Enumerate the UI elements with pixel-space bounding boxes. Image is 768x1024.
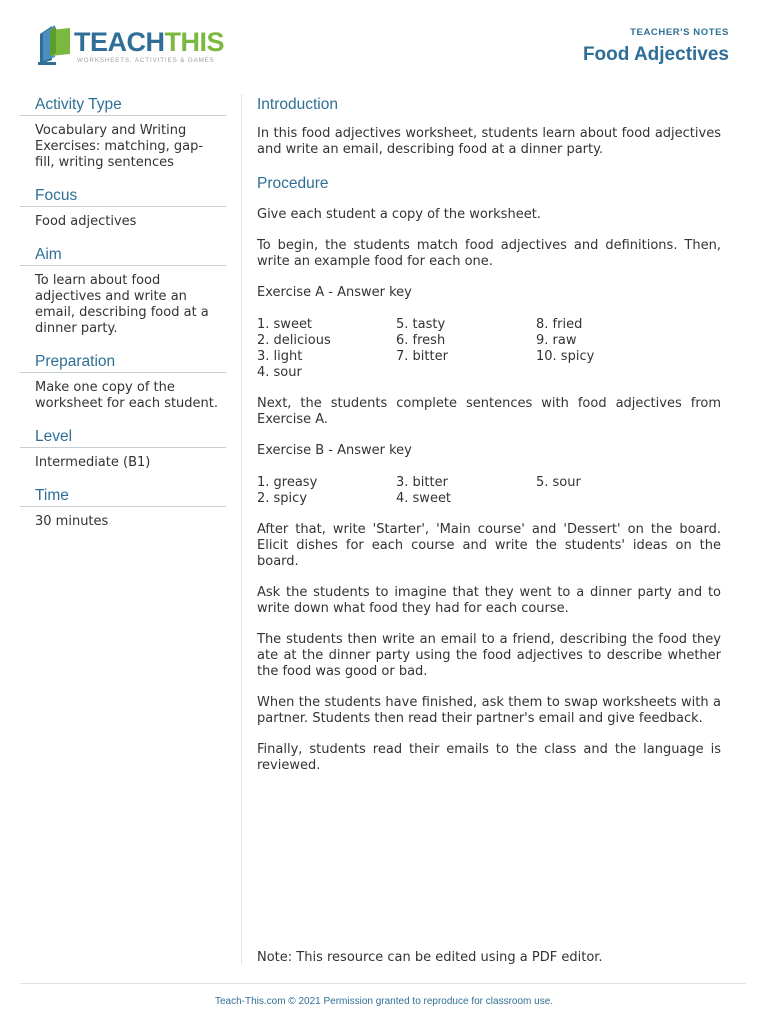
level-text: Intermediate (B1): [35, 455, 151, 470]
activity-type-heading: Activity Type: [20, 94, 226, 116]
teach-this-logo[interactable]: [36, 24, 236, 70]
answer-item: 2. spicy: [257, 491, 308, 506]
footer-copyright[interactable]: Teach-This.com © 2021 Permission granted to reproduce for classroom use.: [214, 996, 554, 1007]
procedure-step-8: Finally, students read their emails to the class and the language is reviewed.: [257, 742, 721, 773]
logo-text-this: THIS: [164, 27, 225, 57]
header-right: [583, 27, 729, 68]
aim-heading: Aim: [20, 244, 226, 266]
level-heading: Level: [20, 426, 226, 448]
exercise-b-label: Exercise B - Answer key: [257, 443, 412, 458]
focus-heading: Focus: [20, 185, 226, 207]
answer-item: 9. raw: [536, 333, 577, 348]
answer-item: 8. fried: [536, 317, 583, 332]
exercise-b-answer-key: [257, 475, 721, 507]
column-divider: [241, 94, 242, 964]
introduction-heading: Introduction: [257, 96, 338, 113]
exercise-a-label: Exercise A - Answer key: [257, 285, 412, 300]
page-title: Food Adjectives: [582, 44, 729, 65]
exercise-a-answer-key: [257, 317, 721, 381]
answer-item: 4. sour: [257, 365, 302, 380]
procedure-step-4: After that, write 'Starter', 'Main course' and 'Dessert' on the board. Elicit dishes for each course and write the students' ideas on the board.: [257, 522, 721, 569]
time-text: 30 minutes: [35, 514, 109, 529]
answer-item: 4. sweet: [396, 491, 452, 506]
procedure-heading: Procedure: [257, 175, 329, 192]
time-heading: Time: [20, 485, 226, 507]
activity-type-text: Vocabulary and Writing Exercises: matching, gap-fill, writing sentences: [35, 123, 204, 170]
answer-item: 5. tasty: [396, 317, 446, 332]
introduction-text: In this food adjectives worksheet, students learn about food adjectives and write an email, describing food at a dinner party.: [257, 126, 721, 157]
footer-divider: [20, 983, 746, 984]
preparation-section: [20, 351, 226, 412]
time-section: [20, 485, 226, 530]
activity-type-section: [20, 94, 226, 171]
procedure-step-5: Ask the students to imagine that they went to a dinner party and to write down what food they had for each course.: [257, 585, 721, 616]
teachers-notes-label: TEACHER'S NOTES: [630, 27, 729, 38]
answer-item: 3. bitter: [396, 475, 448, 490]
level-section: [20, 426, 226, 471]
answer-item: 7. bitter: [396, 349, 448, 364]
procedure-step-1: Give each student a copy of the worksheet.: [257, 207, 541, 222]
editing-note: Note: This resource can be edited using a PDF editor.: [257, 950, 603, 965]
answer-item: 5. sour: [536, 475, 581, 490]
procedure-step-3: Next, the students complete sentences with food adjectives from Exercise A.: [257, 396, 721, 427]
main-content: [257, 94, 721, 789]
aim-text: To learn about food adjectives and write an email, describing food at a dinner party.: [35, 273, 209, 336]
logo-text-teach: TEACH: [74, 27, 165, 57]
sidebar: [20, 94, 226, 544]
answer-item: 6. fresh: [396, 333, 446, 348]
answer-item: 1. greasy: [257, 475, 318, 490]
answer-item: 3. light: [257, 349, 303, 364]
procedure-step-7: When the students have finished, ask them to swap worksheets with a partner. Students then read their partner's email and give feedback.: [257, 695, 721, 726]
procedure-step-6: The students then write an email to a friend, describing the food they ate at the dinner party using the food adjectives to describe whether the food was good or bad.: [257, 632, 721, 679]
focus-section: [20, 185, 226, 230]
procedure-step-2: To begin, the students match food adjectives and definitions. Then, write an example food for each one.: [257, 238, 721, 269]
logo-wordmark: [74, 26, 224, 58]
focus-text: Food adjectives: [35, 214, 137, 229]
answer-item: 2. delicious: [257, 333, 331, 348]
book-logo-icon: [36, 24, 72, 66]
preparation-text: Make one copy of the worksheet for each student.: [35, 380, 219, 411]
answer-item: 1. sweet: [257, 317, 313, 332]
aim-section: [20, 244, 226, 337]
logo-tagline: WORKSHEETS, ACTIVITIES & GAMES: [77, 57, 215, 64]
preparation-heading: Preparation: [20, 351, 226, 373]
answer-item: 10. spicy: [536, 349, 595, 364]
